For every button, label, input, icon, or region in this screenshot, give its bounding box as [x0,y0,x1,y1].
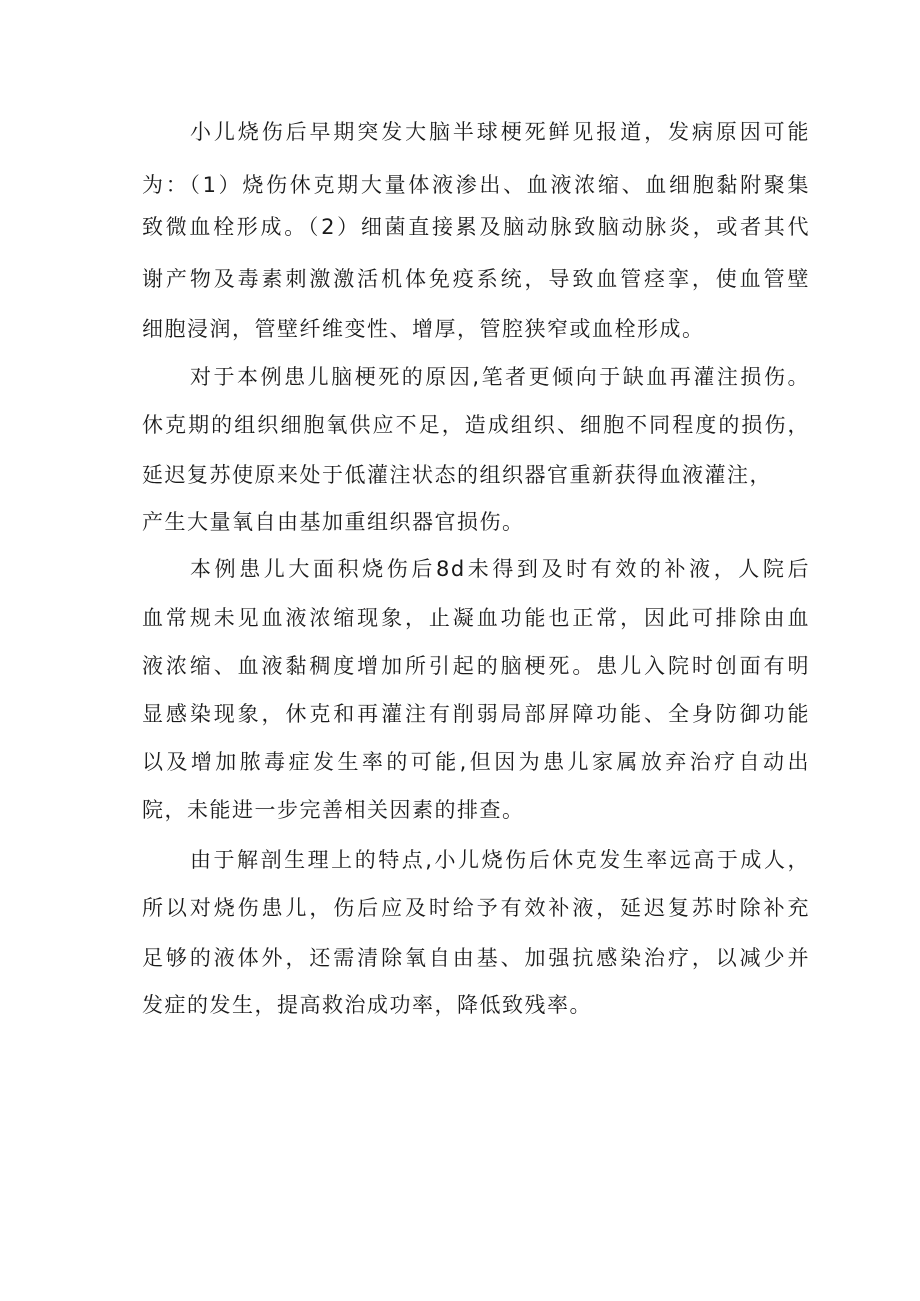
paragraph-4-line-3: 足够的液体外，还需清除氧自由基、加强抗感染治疗，以减少并 [142,946,810,970]
paragraph-3-line-3: 液浓缩、血液黏稠度增加所引起的脑梗死。患儿入院时创面有明 [142,654,810,678]
paragraph-1-line-2: 为：（1）烧伤休克期大量体液渗出、血液浓缩、血细胞黏附聚集 [142,173,810,197]
paragraph-1-line-1: 小儿烧伤后早期突发大脑半球梗死鲜见报道，发病原因可能 [190,120,810,144]
paragraph-2-line-2: 休克期的组织细胞氧供应不足，造成组织、细胞不同程度的损伤， [142,413,810,437]
paragraph-4-line-1: 由于解剖生理上的特点,小儿烧伤后休克发生率远高于成人， [190,848,810,872]
paragraph-3-line-4: 显感染现象，休克和再灌注有削弱局部屏障功能、全身防御功能 [142,702,810,726]
paragraph-1-line-4: 谢产物及毒素刺激激活机体免疫系统，导致血管痉挛，使血管壁 [142,267,810,291]
paragraph-2-line-4: 产生大量氧自由基加重组织器官损伤。 [142,510,525,534]
paragraph-3-line-5: 以及增加脓毒症发生率的可能,但因为患儿家属放弃治疗自动出 [142,750,810,774]
paragraph-1-line-5: 细胞浸润，管壁纤维变性、增厚，管腔狭窄或血栓形成。 [142,317,705,341]
paragraph-4-line-4: 发症的发生，提高救治成功率，降低致残率。 [142,993,592,1017]
paragraph-2-line-3: 延迟复苏使原来处于低灌注状态的组织器官重新获得血液灌注， [142,463,772,487]
paragraph-3-line-2: 血常规未见血液浓缩现象，止凝血功能也正常，因此可排除由血 [142,606,810,630]
paragraph-1-line-3: 致微血栓形成。（2）细菌直接累及脑动脉致脑动脉炎，或者其代 [142,215,810,239]
paragraph-2-line-1: 对于本例患儿脑梗死的原因,笔者更倾向于缺血再灌注损伤。 [190,365,810,389]
paragraph-3-line-6: 院，未能进一步完善相关因素的排查。 [142,798,525,822]
paragraph-3-line-1: 本例患儿大面积烧伤后8d未得到及时有效的补液，人院后 [190,557,810,581]
paragraph-4-line-2: 所以对烧伤患儿，伤后应及时给予有效补液，延迟复苏时除补充 [142,896,810,920]
